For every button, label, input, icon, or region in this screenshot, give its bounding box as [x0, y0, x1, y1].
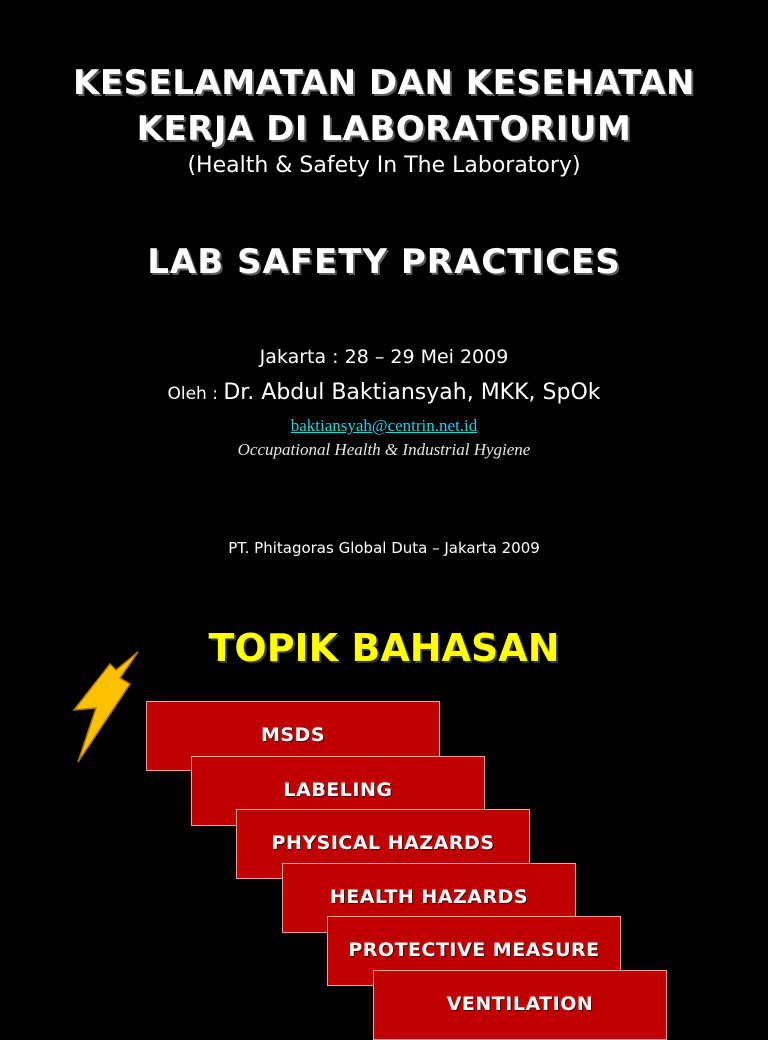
email-link[interactable]: baktiansyah@centrin.net.id: [290, 416, 478, 435]
author-name: Dr. Abdul Baktiansyah, MKK, SpOk: [223, 380, 601, 405]
topic-label: HEALTH HAZARDS: [329, 886, 529, 908]
lab-safety-heading: LAB SAFETY PRACTICES: [147, 242, 621, 282]
author-prefix: Oleh :: [167, 384, 224, 404]
topic-label: LABELING: [283, 779, 393, 801]
affiliation: Occupational Health & Industrial Hygiene: [237, 440, 531, 459]
topic-label: PHYSICAL HAZARDS: [271, 832, 495, 854]
topics-heading: TOPIK BAHASAN: [208, 626, 560, 670]
title-line-2: KERJA DI LABORATORIUM: [136, 109, 632, 149]
topic-label: PROTECTIVE MEASURE: [348, 939, 600, 961]
topic-label: MSDS: [260, 724, 326, 746]
lightning-bolt-icon: [70, 650, 142, 765]
event-date: Jakarta : 28 – 29 Mei 2009: [259, 346, 509, 368]
topic-box-ventilation: [373, 970, 667, 1040]
title-subtitle: (Health & Safety In The Laboratory): [187, 153, 581, 178]
email-line: [0, 416, 768, 436]
author-line: [0, 380, 768, 405]
topic-label: VENTILATION: [446, 993, 594, 1015]
organization: PT. Phitagoras Global Duta – Jakarta 2009: [228, 539, 540, 557]
title-line-1: KESELAMATAN DAN KESEHATAN: [73, 63, 695, 103]
